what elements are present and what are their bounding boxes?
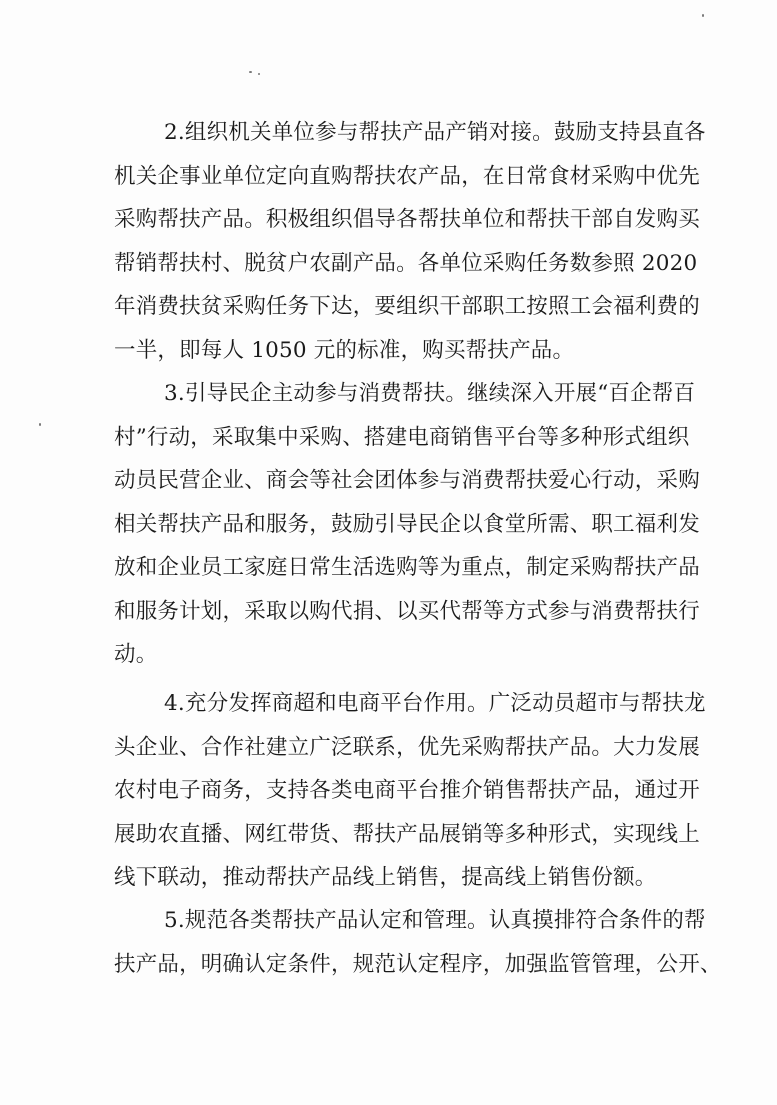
text-line: 头企业、合作社建立广泛联系，优先采购帮扶产品。大力发展	[114, 734, 700, 760]
text-line: 5.规范各类帮扶产品认定和管理。认真摸排符合条件的帮	[164, 908, 706, 933]
paragraph-item-5	[114, 899, 722, 986]
text-line: 3.引导民企主动参与消费帮扶。继续深入开展“百企帮百	[164, 381, 696, 406]
text-line: 村”行动，采取集中采购、搭建电商销售平台等多种形式组织	[114, 424, 690, 450]
text-line: 一半，即每人 1050 元的标准，购买帮扶产品。	[114, 337, 575, 363]
paragraph-item-2	[114, 111, 706, 372]
text-line: 和服务计划，采取以购代捐、以买代帮等方式参与消费帮扶行	[114, 598, 700, 624]
text-line: 农村电子商务，支持各类电商平台推介销售帮扶产品，通过开	[114, 778, 700, 803]
text-line: 放和企业员工家庭日常生活选购等为重点，制定采购帮扶产品	[114, 555, 700, 580]
text-line: 4.充分发挥商超和电商平台作用。广泛动员超市与帮扶龙	[164, 691, 706, 716]
text-line: 展助农直播、网红带货、帮扶产品展销等多种形式，实现线上	[114, 821, 700, 847]
text-line: 采购帮扶产品。积极组织倡导各帮扶单位和帮扶干部自发购买	[114, 207, 700, 232]
scan-speck	[258, 73, 260, 75]
text-line: 动员民营企业、商会等社会团体参与消费帮扶爱心行动，采购	[114, 468, 700, 493]
paragraph-item-3	[114, 372, 700, 677]
text-line: 线下联动，推动帮扶产品线上销售，提高线上销售份额。	[114, 865, 657, 890]
text-line: 扶产品，明确认定条件，规范认定程序，加强监管管理，公开、	[114, 951, 722, 977]
text-line: 动。	[114, 642, 158, 667]
text-line: 年消费扶贫采购任务下达，要组织干部职工按照工会福利费的	[114, 294, 700, 319]
paragraph-item-4	[114, 682, 706, 900]
text-line: 帮销帮扶村、脱贫户农副产品。各单位采购任务数参照 2020	[114, 250, 698, 276]
scan-speck	[39, 423, 41, 426]
text-line: 机关企事业单位定向直购帮扶农产品，在日常食材采购中优先	[114, 163, 700, 189]
text-line: 相关帮扶产品和服务，鼓励引导民企以食堂所需、职工福利发	[114, 511, 700, 537]
text-line: 2.组织机关单位参与帮扶产品产销对接。鼓励支持县直各	[164, 120, 706, 145]
scan-speck	[249, 71, 252, 73]
scan-speck	[702, 14, 704, 17]
